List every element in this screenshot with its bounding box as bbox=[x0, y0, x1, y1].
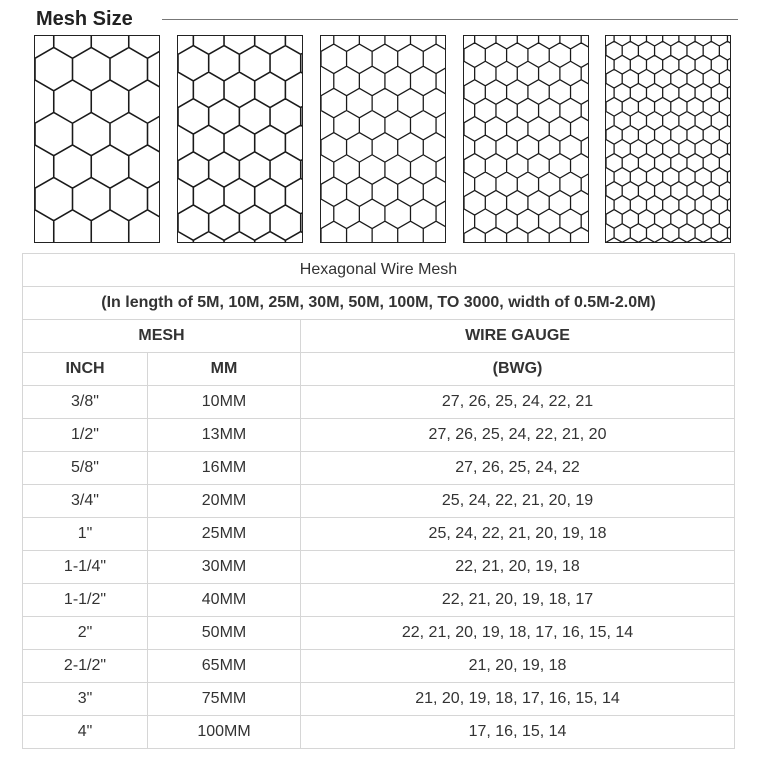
bwg-cell: 22, 21, 20, 19, 18, 17, 16, 15, 14 bbox=[301, 617, 735, 650]
bwg-header: (BWG) bbox=[301, 353, 735, 386]
bwg-cell: 21, 20, 19, 18 bbox=[301, 650, 735, 683]
hex-mesh-pattern bbox=[35, 36, 159, 242]
mm-cell: 40MM bbox=[148, 584, 301, 617]
inch-cell: 3/4" bbox=[23, 485, 148, 518]
section-title: Mesh Size bbox=[36, 8, 133, 30]
mesh-sample-large bbox=[177, 35, 303, 243]
inch-cell: 1/2" bbox=[23, 419, 148, 452]
table-subtitle: (In length of 5M, 10M, 25M, 30M, 50M, 100M, TO 3000, width of 0.5M-2.0M) bbox=[23, 287, 735, 320]
inch-cell: 4" bbox=[23, 716, 148, 749]
mm-cell: 100MM bbox=[148, 716, 301, 749]
hex-wire-lines bbox=[464, 36, 588, 242]
hex-wire-lines bbox=[606, 36, 730, 242]
bwg-cell: 27, 26, 25, 24, 22, 21 bbox=[301, 386, 735, 419]
inch-cell: 3" bbox=[23, 683, 148, 716]
mesh-sample-medium bbox=[320, 35, 446, 243]
table-row bbox=[23, 419, 735, 452]
table-row bbox=[23, 485, 735, 518]
header-row-2 bbox=[23, 353, 735, 386]
mm-cell: 65MM bbox=[148, 650, 301, 683]
inch-cell: 1-1/2" bbox=[23, 584, 148, 617]
mm-cell: 10MM bbox=[148, 386, 301, 419]
inch-cell: 3/8" bbox=[23, 386, 148, 419]
mm-cell: 20MM bbox=[148, 485, 301, 518]
mesh-samples bbox=[0, 0, 760, 250]
hex-wire-lines bbox=[321, 36, 445, 242]
hex-mesh-pattern bbox=[606, 36, 730, 242]
bwg-cell: 17, 16, 15, 14 bbox=[301, 716, 735, 749]
mesh-sample-smallest bbox=[605, 35, 731, 243]
bwg-cell: 25, 24, 22, 21, 20, 19 bbox=[301, 485, 735, 518]
inch-cell: 1-1/4" bbox=[23, 551, 148, 584]
bwg-cell: 21, 20, 19, 18, 17, 16, 15, 14 bbox=[301, 683, 735, 716]
mm-cell: 75MM bbox=[148, 683, 301, 716]
inch-cell: 2-1/2" bbox=[23, 650, 148, 683]
table-row bbox=[23, 650, 735, 683]
mm-cell: 25MM bbox=[148, 518, 301, 551]
mm-cell: 30MM bbox=[148, 551, 301, 584]
mesh-sample-small bbox=[463, 35, 589, 243]
table-row bbox=[23, 683, 735, 716]
hex-wire-lines bbox=[178, 36, 302, 242]
table-row bbox=[23, 584, 735, 617]
mm-cell: 13MM bbox=[148, 419, 301, 452]
table-row bbox=[23, 551, 735, 584]
table-title-row bbox=[23, 254, 735, 287]
table-row bbox=[23, 518, 735, 551]
table-body bbox=[23, 254, 735, 749]
mesh-sample-largest bbox=[34, 35, 160, 243]
header-row-1 bbox=[23, 320, 735, 353]
bwg-cell: 27, 26, 25, 24, 22 bbox=[301, 452, 735, 485]
mm-cell: 50MM bbox=[148, 617, 301, 650]
bwg-cell: 22, 21, 20, 19, 18, 17 bbox=[301, 584, 735, 617]
table-row bbox=[23, 716, 735, 749]
mm-cell: 16MM bbox=[148, 452, 301, 485]
table-row bbox=[23, 452, 735, 485]
hex-mesh-pattern bbox=[321, 36, 445, 242]
table-row bbox=[23, 617, 735, 650]
hex-mesh-pattern bbox=[178, 36, 302, 242]
wire-gauge-header: WIRE GAUGE bbox=[301, 320, 735, 353]
inch-cell: 5/8" bbox=[23, 452, 148, 485]
inch-cell: 2" bbox=[23, 617, 148, 650]
hex-mesh-pattern bbox=[464, 36, 588, 242]
bwg-cell: 22, 21, 20, 19, 18 bbox=[301, 551, 735, 584]
bwg-cell: 27, 26, 25, 24, 22, 21, 20 bbox=[301, 419, 735, 452]
mesh-header: MESH bbox=[23, 320, 301, 353]
table-row bbox=[23, 386, 735, 419]
table-title: Hexagonal Wire Mesh bbox=[23, 254, 735, 287]
bwg-cell: 25, 24, 22, 21, 20, 19, 18 bbox=[301, 518, 735, 551]
hex-wire-lines bbox=[35, 36, 159, 242]
mesh-spec-table bbox=[22, 253, 735, 749]
inch-header: INCH bbox=[23, 353, 148, 386]
mm-header: MM bbox=[148, 353, 301, 386]
inch-cell: 1" bbox=[23, 518, 148, 551]
table-subtitle-row bbox=[23, 287, 735, 320]
